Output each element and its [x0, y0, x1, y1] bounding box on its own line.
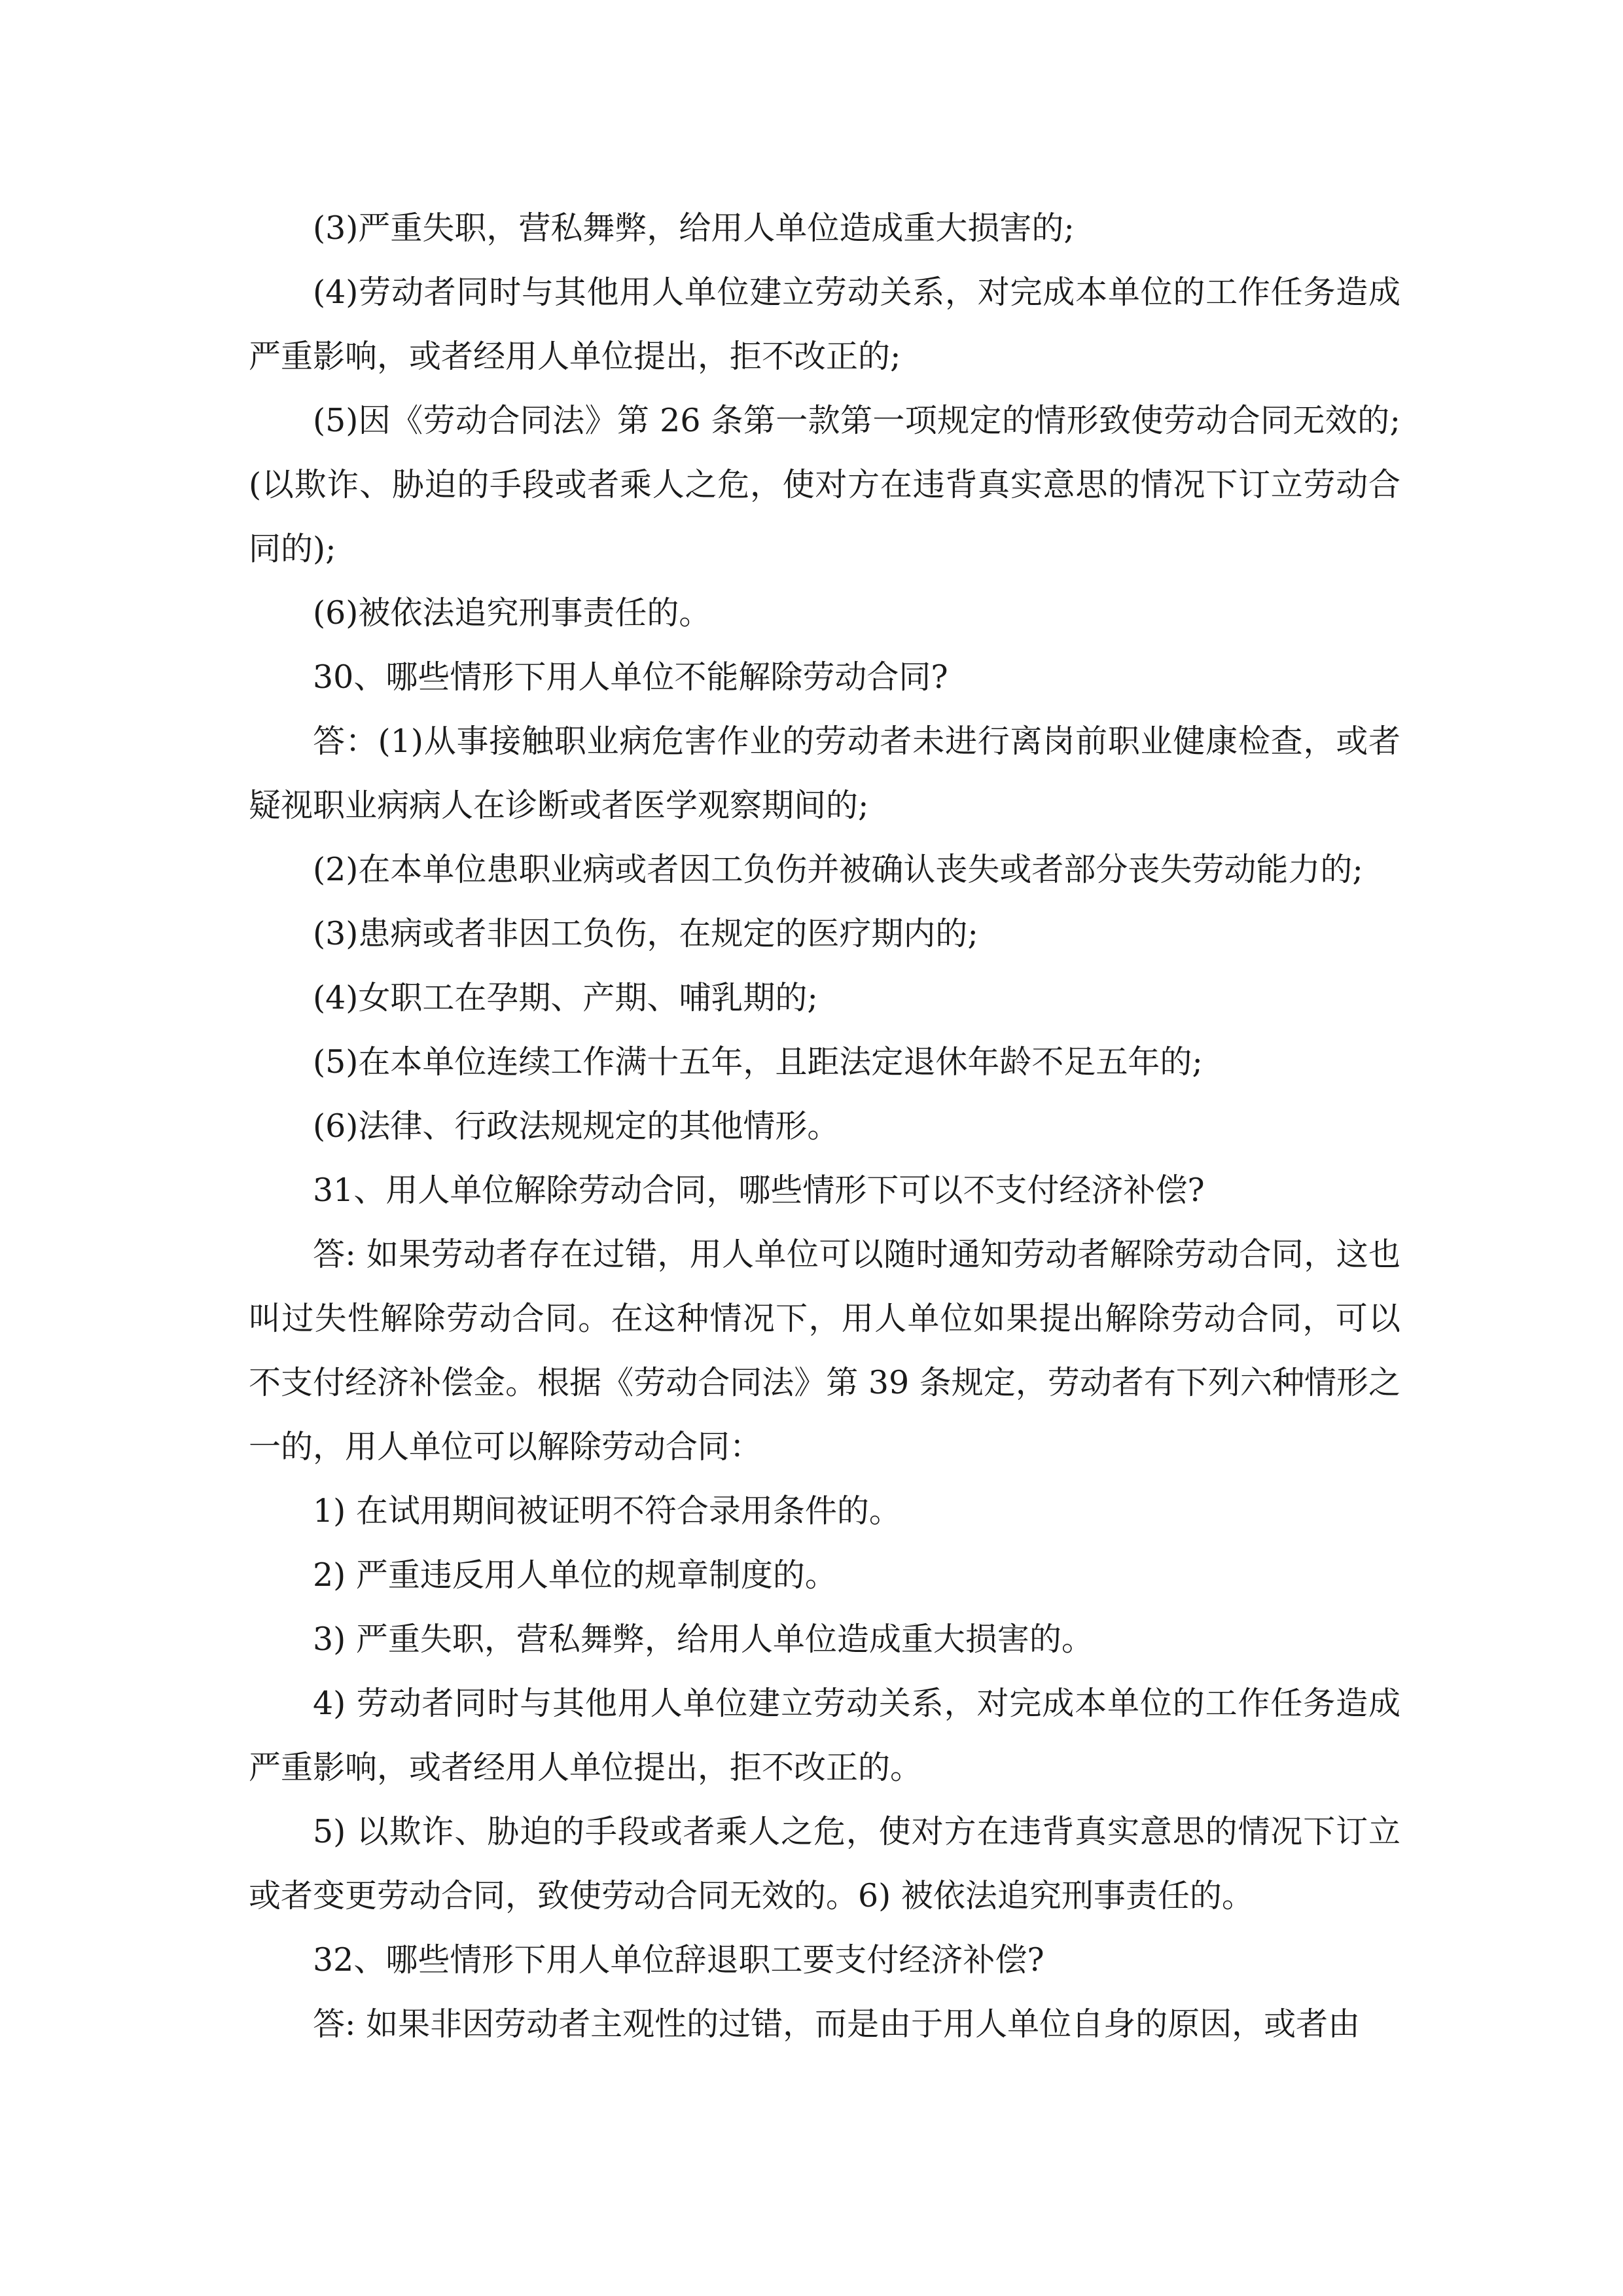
paragraph-item-3: (3)严重失职，营私舞弊，给用人单位造成重大损害的; — [313, 209, 1075, 247]
answer-31-item-4: 4) 劳动者同时与其他用人单位建立劳动关系，对完成本单位的工作任务造成严重影响，或者经用人单位提出，拒不改正的。 — [249, 1685, 1400, 1786]
question-31-heading: 31、用人单位解除劳动合同，哪些情形下可以不支付经济补偿? — [313, 1172, 1205, 1209]
answer-31-item-2: 2) 严重违反用人单位的规章制度的。 — [313, 1556, 837, 1594]
paragraph-item-6: (6)被依法追究刑事责任的。 — [313, 594, 711, 632]
answer-30-item-3: (3)患病或者非因工负伤，在规定的医疗期内的; — [313, 915, 978, 952]
answer-32-intro: 答: 如果非因劳动者主观性的过错，而是由于用人单位自身的原因，或者由 — [313, 2005, 1361, 2043]
paragraph-item-4: (4)劳动者同时与其他用人单位建立劳动关系，对完成本单位的工作任务造成严重影响，或者经用人单位提出，拒不改正的; — [249, 274, 1400, 375]
answer-30-item-1: 答：(1)从事接触职业病危害作业的劳动者未进行离岗前职业健康检查，或者疑视职业病病人在诊断或者医学观察期间的; — [249, 723, 1400, 824]
answer-31-item-5-6: 5) 以欺诈、胁迫的手段或者乘人之危，使对方在违背真实意思的情况下订立或者变更劳动合同，致使劳动合同无效的。6) 被依法追究刑事责任的。 — [249, 1813, 1400, 1914]
answer-31-intro: 答: 如果劳动者存在过错，用人单位可以随时通知劳动者解除劳动合同，这也叫过失性解除劳动合同。在这种情况下，用人单位如果提出解除劳动合同，可以不支付经济补偿金。根据《劳动合同法》第 39 条规定，劳动者有下列六种情形之一的，用人单位可以解除劳动合同： — [249, 1236, 1400, 1465]
answer-30-item-2: (2)在本单位患职业病或者因工负伤并被确认丧失或者部分丧失劳动能力的; — [313, 851, 1363, 888]
answer-30-item-4: (4)女职工在孕期、产期、哺乳期的; — [313, 979, 818, 1016]
answer-30-item-6: (6)法律、行政法规规定的其他情形。 — [313, 1107, 840, 1145]
answer-31-item-3: 3) 严重失职，营私舞弊，给用人单位造成重大损害的。 — [313, 1621, 1094, 1658]
answer-30-item-5: (5)在本单位连续工作满十五年，且距法定退休年龄不足五年的; — [313, 1043, 1203, 1081]
document-body — [249, 196, 1400, 2056]
question-32-heading: 32、哪些情形下用人单位辞退职工要支付经济补偿? — [313, 1941, 1044, 1979]
question-30-heading: 30、哪些情形下用人单位不能解除劳动合同? — [313, 658, 948, 696]
paragraph-item-5: (5)因《劳动合同法》第 26 条第一款第一项规定的情形致使劳动合同无效的;(以欺诈、胁迫的手段或者乘人之危，使对方在违背真实意思的情况下订立劳动合同的); — [249, 402, 1400, 567]
answer-31-item-1: 1) 在试用期间被证明不符合录用条件的。 — [313, 1492, 901, 1530]
